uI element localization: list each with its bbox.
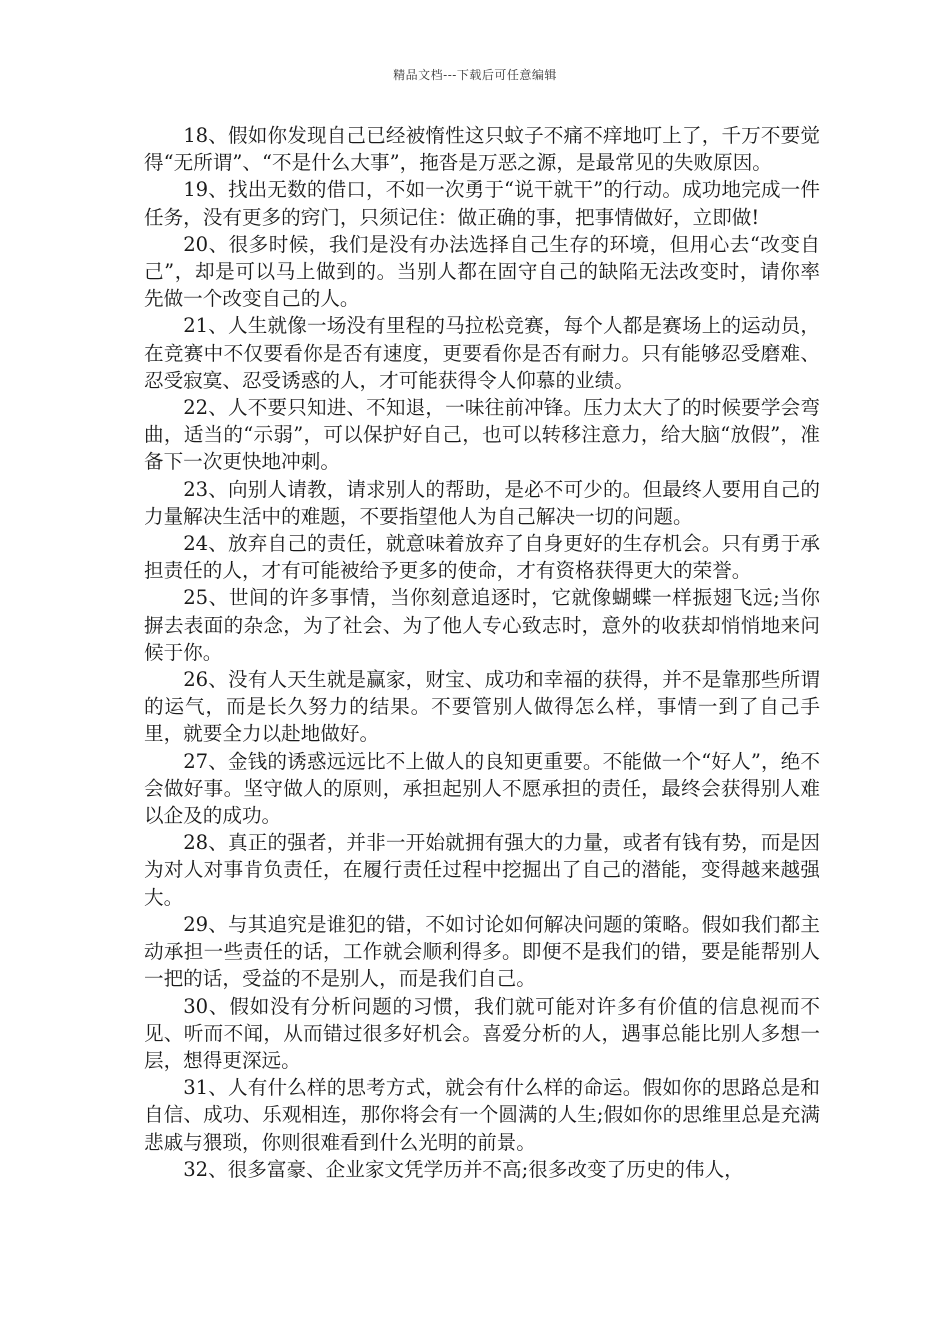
paragraph-27: 27、金钱的诱惑远远比不上做人的良知更重要。不能做一个“好人”，绝不会做好事。坚守做人的原则，承担起别人不愿承担的责任，最终会获得别人难以企及的成功。 (144, 749, 820, 828)
paragraph-30: 30、假如没有分析问题的习惯，我们就可能对许多有价值的信息视而不见、听而不闻，从而错过很多好机会。喜爱分析的人，遇事总能比别人多想一层，想得更深远。 (144, 994, 820, 1072)
paragraph-28: 28、真正的强者，并非一开始就拥有强大的力量，或者有钱有势，而是因为对人对事肯负责任，在履行责任过程中挖掘出了自己的潜能，变得越来越强大。 (144, 831, 820, 909)
paragraph-20: 20、很多时候，我们是没有办法选择自己生存的环境，但用心去“改变自己”，却是可以马上做到的。当别人都在固守自己的缺陷无法改变时，请你率先做一个改变自己的人。 (144, 232, 820, 311)
page-header: 精品文档---下载后可任意编辑 (393, 68, 557, 82)
paragraph-31: 31、人有什么样的思考方式，就会有什么样的命运。假如你的思路总是和自信、成功、乐观相连，那你将会有一个圆满的人生;假如你的思维里总是充满悲戚与猥琐，你则很难看到什么光明的前景。 (144, 1076, 820, 1154)
paragraph-23: 23、向别人请教，请求别人的帮助，是必不可少的。但最终人要用自己的力量解决生活中的难题，不要指望他人为自己解决一切的问题。 (144, 477, 820, 528)
paragraph-22: 22、人不要只知进、不知退，一味往前冲锋。压力太大了的时候要学会弯曲，适当的“示弱”，可以保护好自己，也可以转移注意力，给大脑“放假”，准备下一次更快地冲刺。 (144, 396, 820, 474)
paragraph-24: 24、放弃自己的责任，就意味着放弃了自身更好的生存机会。只有勇于承担责任的人，才有可能被给予更多的使命，才有资格获得更大的荣誉。 (144, 532, 820, 583)
paragraph-25: 25、世间的许多事情，当你刻意追逐时，它就像蝴蝶一样振翅飞远;当你摒去表面的杂念，为了社会、为了他人专心致志时，意外的收获却悄悄地来问候于你。 (144, 586, 820, 664)
paragraph-21: 21、人生就像一场没有里程的马拉松竞赛，每个人都是赛场上的运动员，在竞赛中不仅要看你是否有速度，更要看你是否有耐力。只有能够忍受磨难、忍受寂寞、忍受诱惑的人，才可能获得令人仰慕的业绩。 (144, 314, 820, 392)
document-body (144, 122, 820, 1183)
paragraph-32: 32、很多富豪、企业家文凭学历并不高;很多改变了历史的伟人， (183, 1157, 744, 1181)
paragraph-29: 29、与其追究是谁犯的错，不如讨论如何解决问题的策略。假如我们都主动承担一些责任的话，工作就会顺利得多。即便不是我们的错，要是能帮别人一把的话，受益的不是别人，而是我们自己。 (144, 912, 820, 991)
paragraph-19: 19、找出无数的借口，不如一次勇于“说干就干”的行动。成功地完成一件任务，没有更多的窍门，只须记住：做正确的事，把事情做好，立即做! (144, 178, 820, 229)
paragraph-18: 18、假如你发现自己已经被惰性这只蚊子不痛不痒地叮上了，千万不要觉得“无所谓”、“不是什么大事”，拖沓是万恶之源，是最常见的失败原因。 (144, 124, 820, 175)
paragraph-26: 26、没有人天生就是赢家，财宝、成功和幸福的获得，并不是靠那些所谓的运气，而是长久努力的结果。不要管别人做得怎么样，事情一到了自己手里，就要全力以赴地做好。 (144, 668, 820, 746)
